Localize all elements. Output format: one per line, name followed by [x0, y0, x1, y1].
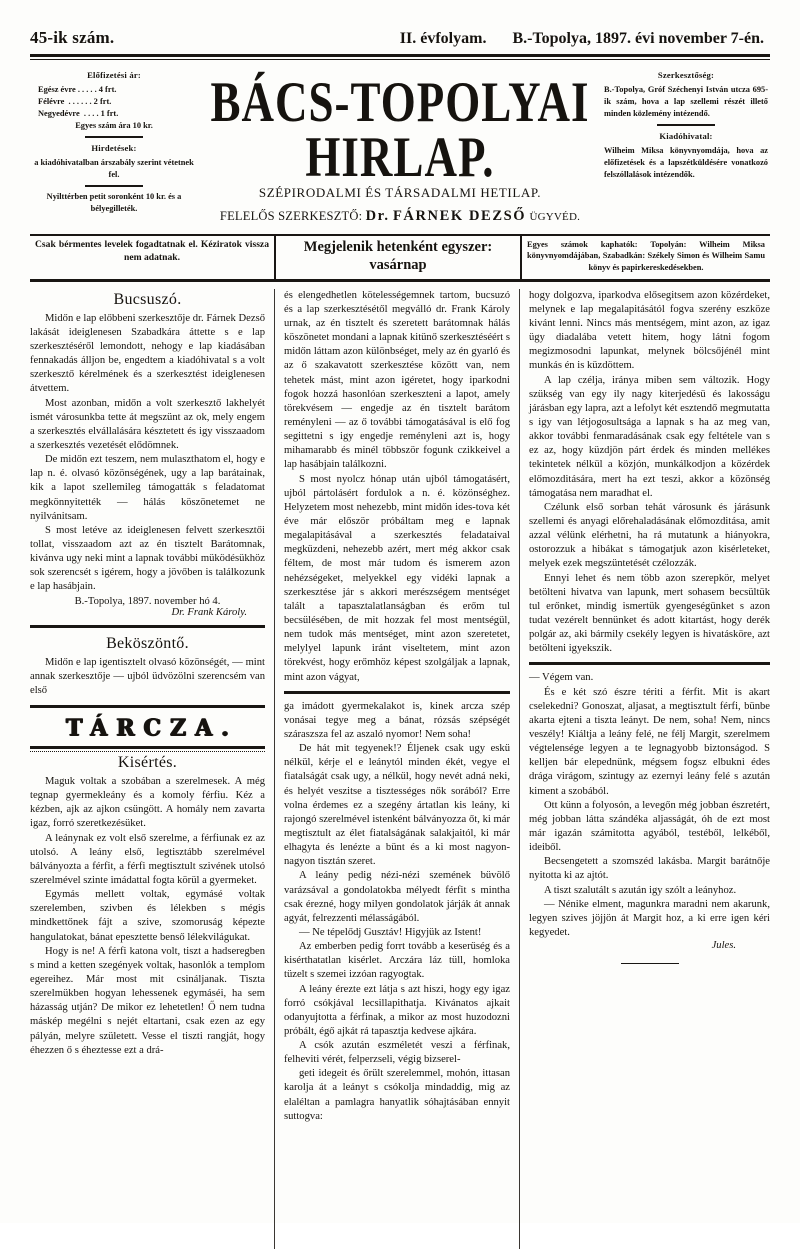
page-header-line: [30, 28, 770, 52]
bekoszonto-paragraph: Midőn e lap igentisztelt olvasó közönségét, — mint annak szerkesztője — ujból üdvözölni szerencsém van első: [30, 656, 265, 696]
open-column-text: Nyilttérben petit soronként 10 kr. és a bélyegilleték.: [46, 191, 182, 213]
editorial-office-box: [602, 67, 770, 181]
notice-banner: [30, 234, 770, 281]
divider-small: [85, 136, 143, 138]
kisertes-paragraph: — Ne tépelődj Gusztáv! Higyjük az Istent!: [299, 926, 482, 938]
kisertes-paragraph: De hát mit tegyenek!? Éljenek csak ugy eskü nélkül, kérje el e leánytól minden ékét, vegye el fiatalságát csak ugy, a nélkül, hogy nevét adná neki, és helyét veszitse a tisztességes nők sorából? Erre volna érdemes ez a szegény ártatlan kis leány, ki rajongó szerelmével istenként bálványozza őt, ki már megtisztult az élet fiatalságának salakjaitól, ki már elhagyta és lenézte a bünt és a ki most nagyon-nagyon tisztán szeret.: [284, 743, 510, 868]
kisertes-paragraph: A leány pedig nézi-nézi szemének büvölő varázsával a gondolatokba mélyedt férfit s mintha csak érezné, hogy milyen gondolatok járják át annak agyát, felrezzenti mélasságából.: [284, 870, 510, 924]
end-of-article-dash: [621, 963, 679, 964]
kisertes-paragraph: És e két szó észre tériti a férfit. Mit is akart cselekedni? Gonoszat, aljasat, a megtisztult férfi, bünbe akarta ejteni a tiszta leányt. De nem, soha! Nem, nincs veszély! Kiáltja a leány felé, ne félj Margit, szerelmem végtelensége legyen a te legnagyobb biztonságod. S kelljen bár elepednünk, mégsem fogsz elbukni édes drága virágom, szintugy az ezernyi leány felé s azután kiment a szobából.: [529, 686, 770, 797]
banner-frequency: [276, 236, 522, 278]
kisertes-paragraph: Hogy is ne! A férfi katona volt, tiszt a hadseregben s mind a ketten szegények voltak, hasonlók a templom egereihez. Már most mit csináljanak. Tiszta szerelmükben hogyan lehessenek egymáséi, ha sem házasság utján? De mikor ez lehetetlen! Ő nem tudna máskép megélni s nejét eltartani, csak ezen az egy pályán, melyre született. Vesse el tiszti rangját, hogy éhezzen ő s éheztesse ezt a drá-: [30, 945, 265, 1056]
header-right-group: [400, 30, 770, 48]
article-title-bekoszonto: Beköszöntő.: [106, 634, 189, 652]
banner-sales-points: Egyes számok kaphatók: Topolyán: Wilheim Miksa könyvnyomdájában, Szabadkán: Székely Simon és Wilheim Samu könyv és papirkereskedésekben.: [527, 240, 765, 272]
column-1: [30, 289, 275, 1249]
kisertes-paragraph: Ott künn a folyosón, a levegőn még jobban észretért, még jobban látta szándéka aljasságát, óh de ezt most már igazán számitotta agyából, testéből, lelkéből, ideiből.: [529, 799, 770, 854]
rate-quarter-year: Negyedévre . . . . 1 frt.: [38, 109, 119, 119]
editorial-heading: Szerkesztőség:: [657, 70, 715, 80]
kisertes-paragraph: Maguk voltak a szobában a szerelmesek. A még tegnap gyermekleány és a komoly férfiu. Kéz a kézben, ajk az ajkon csüngött. A homály nem zavarta igaz, forró szeretkezésüket.: [30, 775, 265, 830]
kisertes-paragraph: A tiszt szalutált s azután igy szólt a leányhoz.: [544, 884, 737, 896]
ads-text: a kiadóhivatalban árszabály szerint vétetnek fel.: [34, 158, 194, 180]
kisertes-paragraph: Az emberben pedig forrt tovább a keserüség és a kisérthatatlan kisérlet. Arczára láz tüll, homloka tüzelt s szemei izzóan ragyogtak.: [284, 941, 510, 981]
editor-suffix: ÜGYVÉD.: [529, 211, 581, 224]
bucsuszo-paragraph: Most azonban, midőn a volt szerkesztő lakhelyét ismét városunkba tette át megszünt az ok, mely engem a szerkesztés elvállalására késztetett és igy visszaadom a szerkesztés vezetését elődömnek.: [30, 397, 265, 452]
kisertes-paragraph: A csók azután eszméletét veszi a férfinak, felheviti vérét, felperzseli, végig bizserel-: [284, 1040, 510, 1066]
kisertes-paragraph: — Végem van.: [529, 672, 594, 684]
editor-line: [202, 208, 598, 225]
article-title-bucsuszo: Bucsuszó.: [113, 290, 182, 308]
divider-small-2: [85, 185, 143, 187]
bucsuszo-signature-name: Dr. Frank Károly.: [171, 606, 247, 618]
article-divider-1: [30, 625, 265, 628]
bucsuszo-paragraph: De midőn ezt teszem, nem mulaszthatom el, hogy e lap n. é. olvasó közönségének, ugy a lap barátainak, kik a lapot szellemileg támogatták s feladatomat megkönnyitették — hálás köszönetemet ne nyilvánitsam.: [30, 454, 265, 522]
column-2: [275, 289, 520, 1249]
place-and-date: B.-Topolya, 1897. évi november 7-én.: [512, 30, 764, 47]
masthead-center: [198, 67, 602, 225]
kisertes-paragraph: ga imádott gyermekalakot is, kinek arcza szép vonásai tegye meg a bánat, rózsás szépségét száraszsza fel az aszaló nyomor! Nem soha!: [284, 700, 510, 740]
kisertes-paragraph: A leány érezte ezt látja s azt hiszi, hogy egy igaz forró csókjával lecsillapithatja. Kivánatos ajkait odanyujtotta a férfinak, a mikor az most huzodozni próbált, égő ajkát rá tapasztja kedvese ajkára.: [284, 983, 510, 1037]
article-columns: [30, 289, 770, 1249]
subscription-info-box: [30, 67, 198, 215]
masthead: [30, 60, 770, 225]
banner-left-notice: Csak bérmentes levelek fogadtatnak el. Kéziratok vissza nem adatnak.: [30, 236, 276, 278]
volume-label: II. évfolyam.: [399, 30, 487, 47]
kisertes-paragraph: Egymás mellett voltak, egymásé voltak szerelemben, szivben és lélekben s mégis mindkettőnek fájt a szive, szomoruság képezte hangulatokat, bánat epesztette benső lélekvilágukat.: [30, 889, 265, 943]
feuilleton-divider-col2: [284, 691, 510, 694]
bekoszonto-paragraph: hogy dolgozva, iparkodva elősegitsem azon közérdeket, melynek e lap megalapitásától fogva szerény eszköze kivánt lenni. Nincs más mentségem, mint azon, az igaz ügy diadalába vetett hitem, hogy látni fogom megizmosodni lapunkat, melynek bölcsőjénél mint munkás én is küzdöttem.: [529, 289, 770, 372]
bekoszonto-paragraph: és elengedhetlen kötelességemnek tartom, bucsuzó és a lap szerkesztésétől megválló dr. Frank Károly urnak, az én tisztelt és szeretett barátomnak hálás köszönetet mondani a lapnak kitünő szerkesztéséért s midőn láttam azon különbséget, mely az én gyarló és az ő szakavatott szerkesztése között van, nem tehetek mást, mint azon igéretet, hogy iparkodni fogok hozzá hasonlóan szerkeszteni a lapot, amely törekvésem — engedje az én tisztelt barátom reményleni — az ő további támogatásával is elő fog segittetni s igy engedje reményleni azt is, hogy mihamarabb és minél többször fogunk czikkeivel a lap hasábjain találkozni.: [284, 289, 510, 471]
tarcza-masthead: [30, 705, 265, 752]
bekoszonto-paragraph: Ennyi lehet és nem több azon szerepkör, melyet betölteni hivatva van lapunk, mert sohasem becsültük tul erőnket, mindig ismertük gyengeségünket s azon tudat vezérelt bennünket és adott kitartást, hogy derék polgár az, aki bármily csekély legyen is hivatásköre, azt betölteni igyekszik.: [529, 572, 770, 655]
divider-small-3: [657, 124, 715, 126]
paper-title: BÁCS-TOPOLYAI HIRLAP.: [210, 69, 590, 189]
bekoszonto-paragraph: Czélunk első sorban tehát városunk és járásunk szellemi és anyagi előrehaladásának előmozditása, amit azzal vélünk elérhetni, ha rá mutatunk a hiányokra, ostorozzuk a hibákat s támogatjuk azon kisérleteket, melyek ezek megszüntetését czélozzák.: [529, 501, 770, 570]
kisertes-paragraph: Becsengetett a szomszéd lakásba. Margit barátnője nyitotta ki az ajtót.: [529, 856, 770, 882]
rate-half-year: Félévre . . . . . . 2 frt.: [38, 97, 112, 107]
bekoszonto-paragraph: S most nyolcz hónap után ujból támogatásért, ujból pártolásért fordulok a n. é. közönséghez. Helyzetem most nehezebb, mint midőn ides-tova két éve már először próbáltam meg e lapnak megalapitásával a szerkesztés feladataival megküzdeni, nehezebb azért, mert még akkor csak féltem, de most már tudom és ismerem azon nehézségeket, melyekkel egy vidéki lapnak a szerkesztése jár s akkori merészségem mentséget talált a tapasztalatlanságban és erőm tul becsülésében, de mit hozzak fel most mentségül, nem tudok más mentséget, mint azon szeretetet, melylyel lapunk iránt viseltetem, mint azon törekvést, hogy erőmhöz képest szolgáljak a lapnak, mint azon vágyat,: [284, 473, 510, 683]
editorial-address: B.-Topolya, Gróf Széchenyi István utcza 695-ik szám, hova a lap szellemi részét illető minden közlemény intézendő.: [604, 85, 768, 119]
tarcza-bottom-rule: [30, 746, 265, 752]
kisertes-signature-name: Jules.: [711, 940, 736, 952]
bucsuszo-paragraph: Midőn e lap előbbeni szerkesztője dr. Fárnek Dezső lakását ideiglenesen Szabadkára áttette s e lap szerkesztéséről lemondott, nehogy e lap kiadásában fennakadás álljon be, engedtem a kiadóhivatal s a volt szerkesztő kérelmének és a szerkesztést ideiglenesen átvettem.: [30, 312, 265, 395]
kisertes-paragraph: geti idegeit és őrült szerelemmel, mohón, ittasan karolja át a leányt s csókolja mindaddig, mig az elaléltan a pamlagra hanyatlik sóhajtásában ennyit suttogva:: [284, 1068, 510, 1122]
publisher-heading: Kiadóhivatal:: [659, 130, 713, 141]
single-copy-price: Egyes szám ára 10 kr.: [75, 120, 153, 130]
column-3: [520, 289, 770, 1249]
issue-number: 45-ik szám.: [30, 28, 115, 47]
ads-heading: Hirdetések:: [91, 142, 137, 153]
bucsuszo-paragraph: S most letéve az ideiglenesen felvett szerkesztői tollat, visszaadom azt az én tisztelt Barátomnak, kivánva ugy neki mint a lapnak további müködésükhöz sok szerencsét s igérem, hogy a jövőben is találkozunk e lap hasábjain.: [30, 524, 265, 593]
bucsuszo-signature-place: B.-Topolya, 1897. november hó 4.: [74, 595, 221, 607]
editor-prefix: FELELŐS SZERKESZTŐ:: [219, 209, 363, 224]
article-title-kisertes: Kisértés.: [117, 753, 178, 771]
bekoszonto-paragraph: A lap czélja, iránya miben sem változik. Hogy szükség van egy ily nagy kiterjedésü és lakosságu járásban egy lapra, azt a lefolyt két esztendő megmutatta s igy van létjogosultsága a lapnak s ha az meg van, akkor további fenmaradásának csak egy feltétele van s ez az, hogy küzdjön párt érdek és minden mellékes tekintetek nélkül a közjón, munkálkodjon a közérdek előmozditására, mert ha ezt teszi, akkor a közönség támogatása nem maradhat el.: [529, 374, 770, 499]
frequency-line-1: Megjelenik hetenként egyszer:: [303, 239, 493, 256]
kisertes-paragraph: A leánynak ez volt első szerelme, a férfiunak ez az utolsó. A leány első, legtisztább szerelmével bálványozta a férfit, a férfi megtisztult szivének utolsó szerelmével szinte imádattal fogta körül a gyermeket.: [30, 832, 265, 886]
paper-subtitle: SZÉPIRODALMI ÉS TÁRSADALMI HETILAP.: [258, 185, 542, 201]
editor-title: Dr.: [365, 208, 390, 225]
frequency-line-2: vasárnap: [369, 257, 427, 274]
subscription-heading: Előfizetési ár:: [87, 70, 141, 80]
tarcza-label: TÁRCZA.: [66, 714, 238, 742]
editor-name: FÁRNEK DEZSŐ: [392, 208, 527, 225]
tarcza-top-rule: [30, 705, 265, 708]
publisher-address: Wilheim Miksa könyvnyomdája, hova az előfizetések és a lapszétküldésére vonatkozó felszóllalások intézendők.: [604, 146, 768, 180]
feuilleton-divider-col3: [529, 662, 770, 665]
kisertes-paragraph: — Nénike elment, magunkra maradni nem akarunk, legyen szives jöjjön át Margit hoz, a ki erre igen kéri kegyedet.: [529, 898, 770, 938]
rate-year: Egész évre . . . . . 4 frt.: [38, 85, 117, 95]
